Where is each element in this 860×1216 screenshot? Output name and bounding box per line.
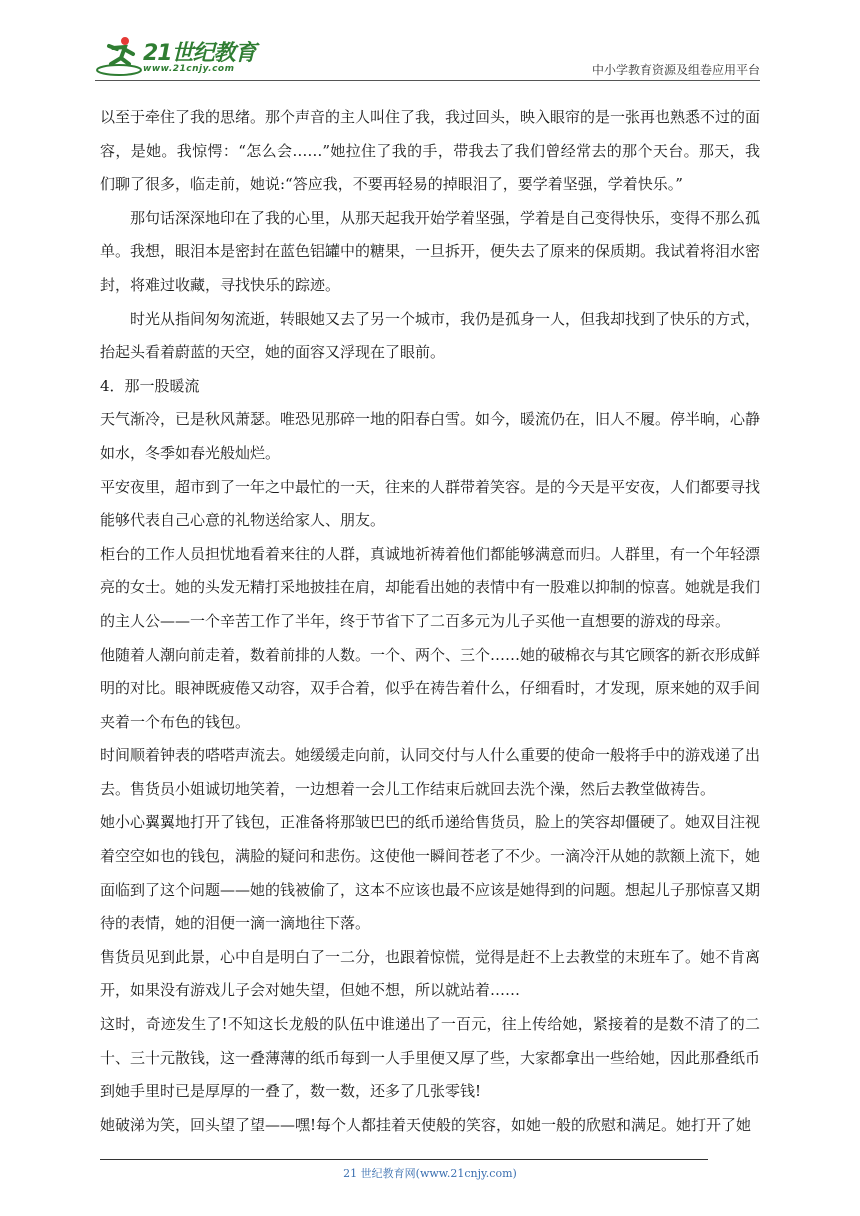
platform-name: 中小学教育资源及组卷应用平台 [591, 63, 760, 77]
paragraph: 以至于牵住了我的思绪。那个声音的主人叫住了我，我过回头，映入眼帘的是一张再也熟悉不过的面容，是她。我惊愕：“怎么会……”她拉住了我的手，带我去了我们曾经常去的那个天台。那天，我们聊了很多，临走前，她说:“答应我，不要再轻易的掉眼泪了，要学着坚强，学着快乐。” [100, 108, 761, 194]
paragraph: 她破涕为笑，回头望了望——嘿!每个人都挂着天使般的笑容，如她一般的欣慰和满足。她打开了她 [100, 1115, 752, 1134]
document-body [100, 101, 760, 1142]
paragraph: 时光从指间匆匆流逝，转眼她又去了另一个城市，我仍是孤身一人，但我却找到了快乐的方式，抬起头看着蔚蓝的天空，她的面容又浮现在了眼前。 [100, 309, 761, 362]
paragraph: 那句话深深地印在了我的心里，从那天起我开始学着坚强，学着是自己变得快乐，变得不那么孤单。我想，眼泪本是密封在蓝色铝罐中的糖果，一旦拆开，便失去了原来的保质期。我试着将泪水密封，将难过收藏，寻找快乐的踪迹。 [100, 208, 761, 294]
paragraph: 平安夜里，超市到了一年之中最忙的一天，往来的人群带着笑容。是的今天是平安夜，人们都要寻找能够代表自己心意的礼物送给家人、朋友。 [100, 477, 761, 530]
page-footer[interactable]: 21 世纪教育网(www.21cnjy.com) [343, 1167, 517, 1180]
paragraph: 售货员见到此景，心中自是明白了一二分，也跟着惊慌，觉得是赶不上去教堂的末班车了。她不肯离开，如果没有游戏儿子会对她失望，但她不想，所以就站着…… [100, 947, 761, 1000]
footer-divider [100, 1159, 708, 1160]
paragraph: 她小心翼翼地打开了钱包，正准备将那皱巴巴的纸币递给售货员，脸上的笑容却僵硬了。她双目注视着空空如也的钱包，满脸的疑问和悲伤。这使他一瞬间苍老了不少。一滴冷汗从她的款额上流下，她面临到了这个问题——她的钱被偷了，这本不应该也最不应该是她得到的问题。想起儿子那惊喜又期待的表情，她的泪便一滴一滴地往下落。 [100, 813, 761, 933]
paragraph: 柜台的工作人员担忧地看着来往的人群，真诚地祈祷着他们都能够满意而归。人群里，有一个年轻漂亮的女士。她的头发无精打采地披挂在肩，却能看出她的表情中有一股难以抑制的惊喜。她就是我们的主人公——一个辛苦工作了半年，终于节省下了二百多元为儿子买他一直想要的游戏的母亲。 [100, 544, 761, 630]
paragraph: 时间顺着钟表的嗒嗒声流去。她缓缓走向前，认同交付与人什么重要的使命一般将手中的游戏递了出去。售货员小姐诚切地笑着，一边想着一会儿工作结束后就回去洗个澡，然后去教堂做祷告。 [100, 746, 761, 798]
logo-url: www.21cnjy.com [143, 64, 235, 74]
paragraph: 他随着人潮向前走着，数着前排的人数。一个、两个、三个……她的破棉衣与其它顾客的新衣形成鲜明的对比。眼神既疲倦又动容，双手合着，似乎在祷告着什么，仔细看时，才发现，原来她的双手间夹着一个布色的钱包。 [100, 645, 761, 731]
site-logo[interactable] [95, 34, 265, 78]
page-header [95, 30, 760, 80]
logo-text: 21世纪教育 [143, 41, 256, 66]
paragraph: 这时，奇迹发生了!不知这长龙般的队伍中谁递出了一百元，往上传给她，紧接着的是数不清了的二十、三十元散钱，这一叠薄薄的纸币每到一人手里便又厚了些，大家都拿出一些给她，因此那叠纸币到她手里时已是厚厚的一叠了，数一数，还多了几张零钱! [100, 1015, 761, 1101]
runner-icon [95, 34, 145, 78]
section-heading: 4．那一股暖流 [100, 376, 200, 395]
paragraph: 天气渐冷，已是秋风萧瑟。唯恐见那碎一地的阳春白雪。如今，暖流仍在，旧人不履。停半晌，心静如水，冬季如春光般灿烂。 [100, 410, 761, 462]
header-divider [95, 80, 760, 81]
